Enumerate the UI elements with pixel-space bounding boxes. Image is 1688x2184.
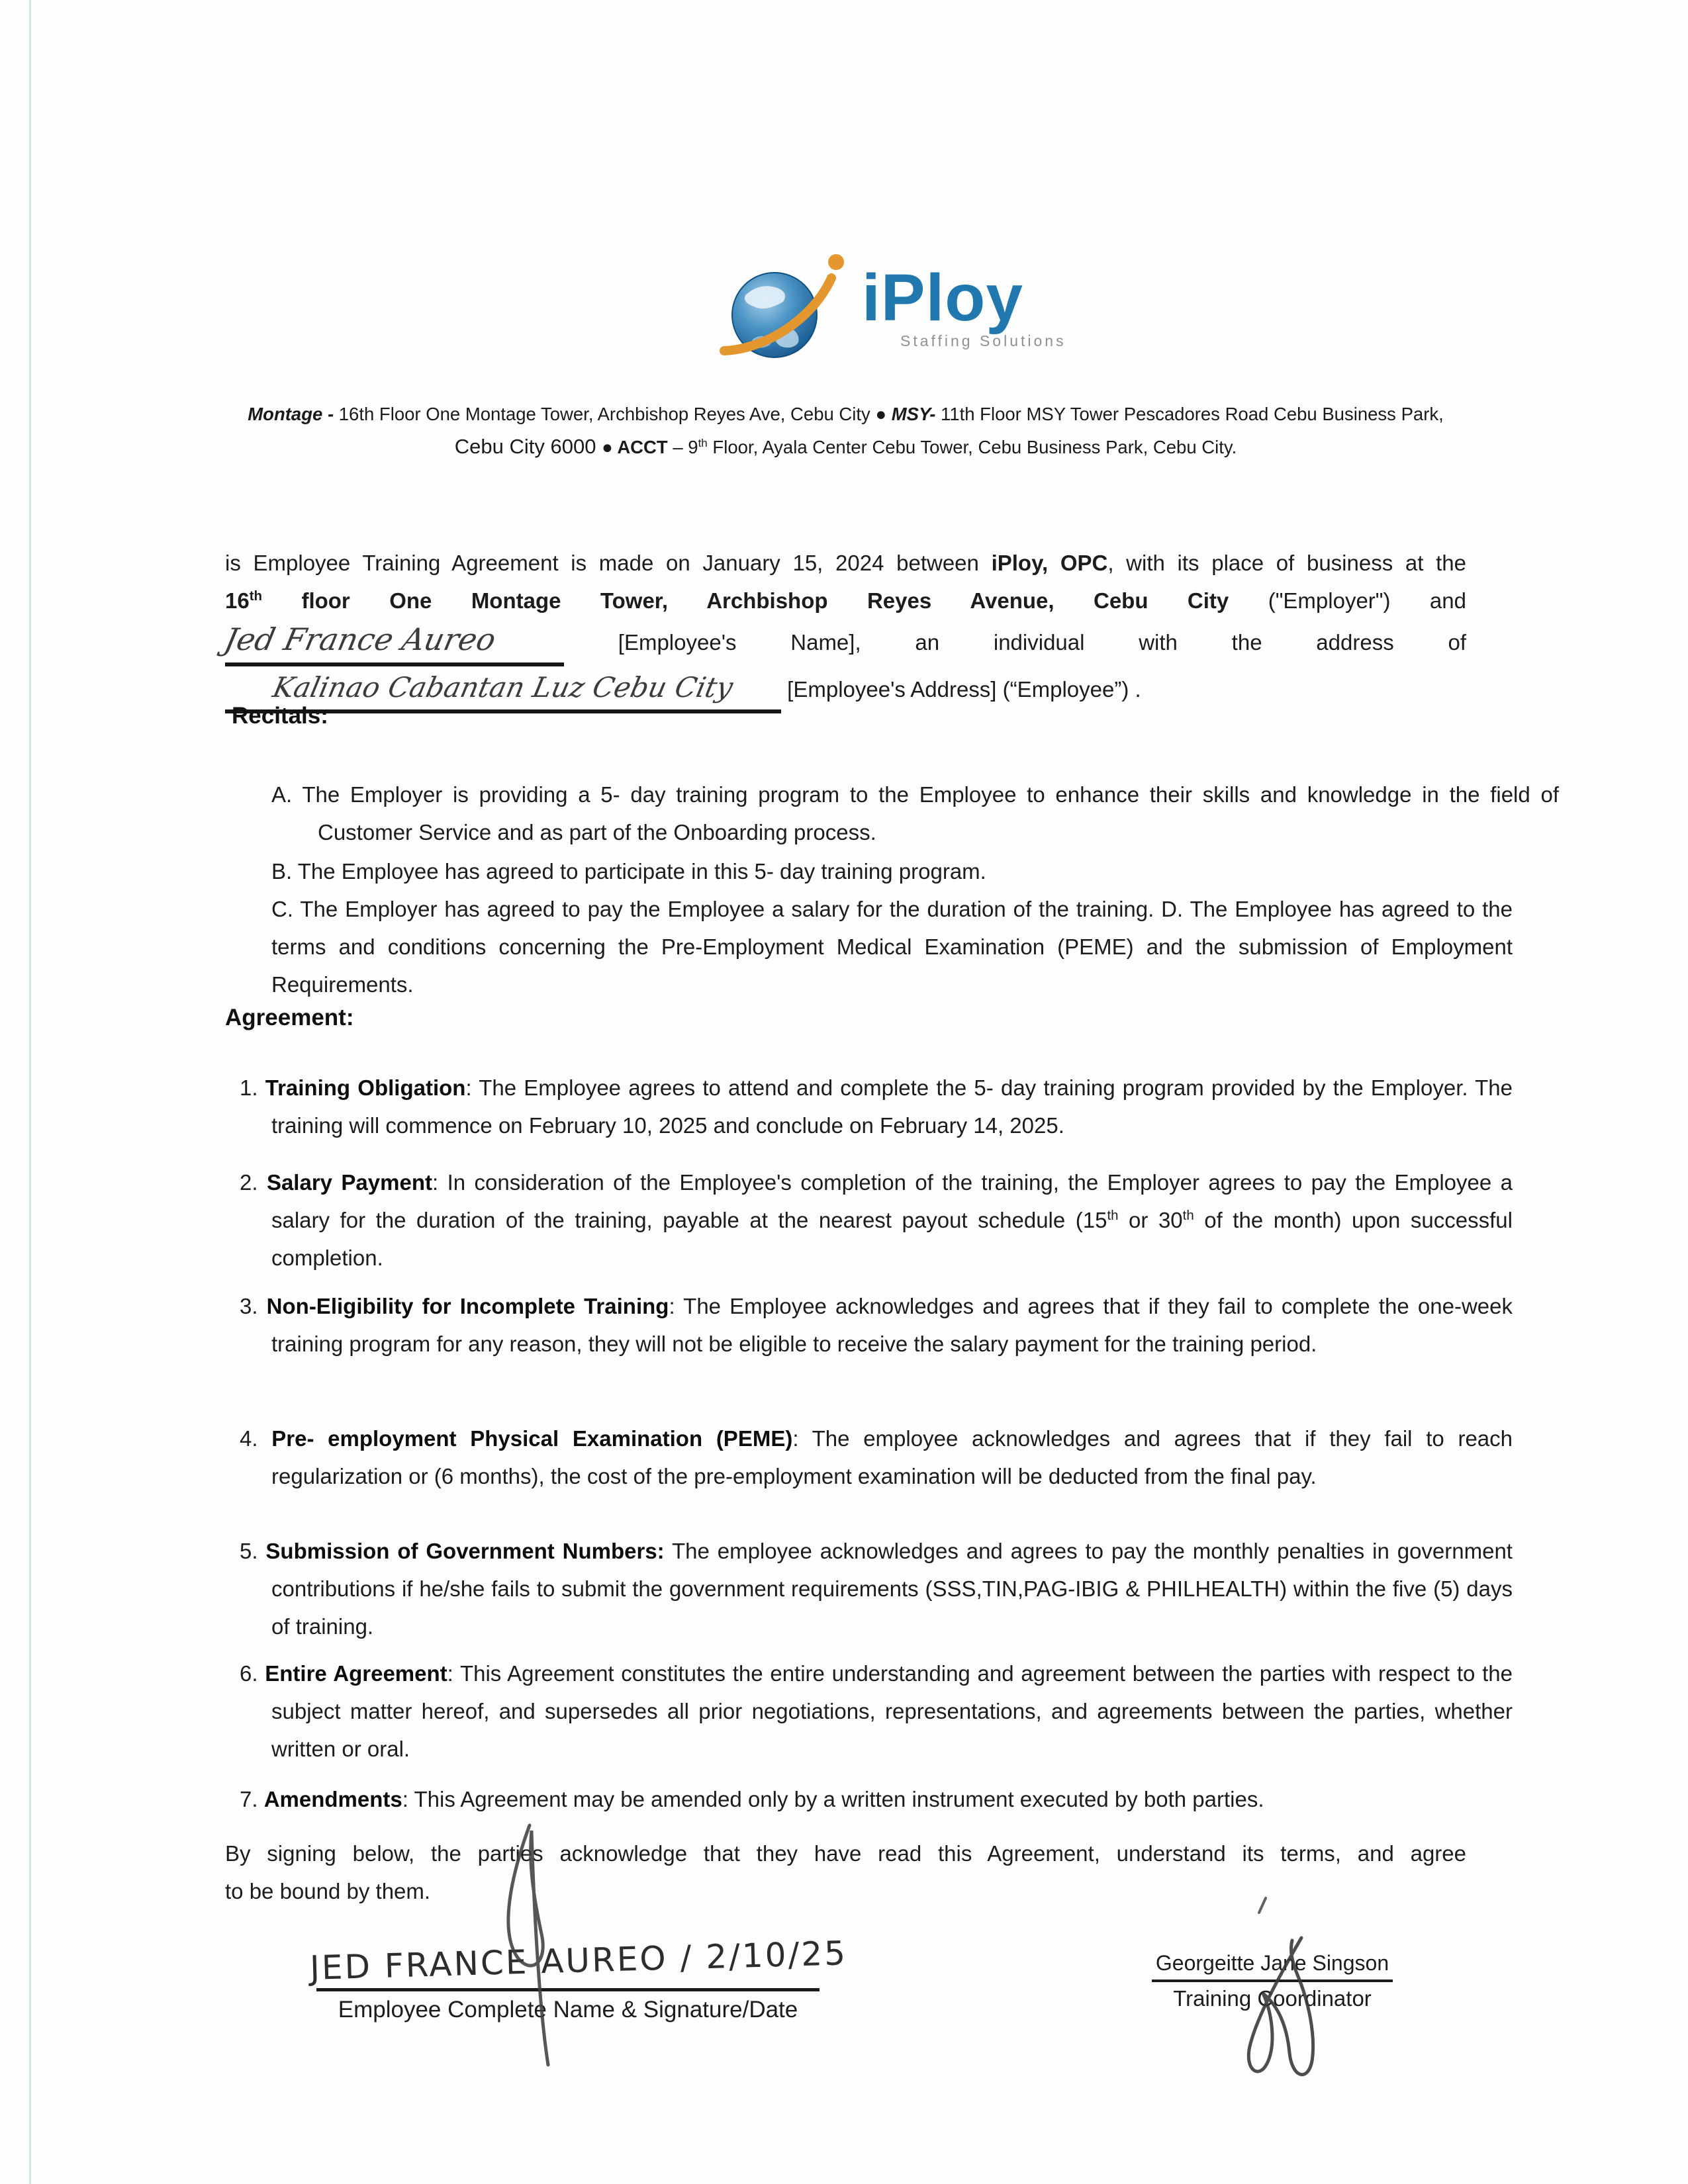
item-text: In consideration of the Employee's completion of the training, the Employer agrees to pay the Employee a salary for the duration of the training, payable at the nearest payout schedule (15 xyxy=(271,1170,1513,1232)
intro-text: [Employee's Name], an individual with the address of xyxy=(618,630,1466,655)
item-number: 5. xyxy=(240,1539,258,1563)
ordinal-superscript: th xyxy=(1107,1208,1119,1223)
item-number: 7. xyxy=(240,1787,258,1811)
item-title: Non-Eligibility for Incomplete Training xyxy=(266,1294,669,1318)
item-separator: : xyxy=(465,1075,479,1100)
address-acct-label: ACCT xyxy=(612,437,668,457)
intro-text: , with its place of business at the xyxy=(1107,551,1466,575)
closing-line-2: to be bound by them. xyxy=(225,1879,431,1903)
employer-name: iPloy, OPC xyxy=(991,551,1108,575)
intro-line-3 xyxy=(221,621,1466,666)
agreement-item-2 xyxy=(225,1163,1513,1277)
agreement-item-6 xyxy=(225,1655,1513,1768)
recital-label: C. xyxy=(271,897,293,921)
agreement-item-7 xyxy=(225,1780,1513,1818)
agreement-item-4 xyxy=(225,1420,1513,1495)
globe-logo-icon xyxy=(714,246,853,375)
item-text: The Employee agrees to attend and complete the 5- day training program provided by the Employer. The training will commence on February 10, 2025 and conclude on February 14, 2025. xyxy=(271,1075,1513,1138)
intro-text: is Employee Training Agreement is made on January 15, 2024 between xyxy=(225,551,992,575)
item-text: This Agreement constitutes the entire understanding and agreement between the parties with respect to the subject matter hereof, and supersedes all prior negotiations, representations, and agreements between the parties, whether written or oral. xyxy=(271,1661,1513,1761)
bullet-separator: ● xyxy=(875,404,887,424)
address-acct-superscript: th xyxy=(698,436,708,449)
handwritten-employee-address: Kalinao Cabantan Luz Cebu City xyxy=(270,671,736,704)
item-title: Entire Agreement xyxy=(265,1661,447,1686)
bullet-separator: ● xyxy=(602,437,613,457)
address-city-large: Cebu City 6000 xyxy=(454,435,602,458)
brand-tagline: Staffing Solutions xyxy=(900,332,1066,349)
item-title: Training Obligation xyxy=(265,1075,466,1100)
recital-text: The Employer has agreed to pay the Employee a salary for the duration of the training. D. The Employee has agreed to the terms and conditions concerning the Pre-Employment Medical Examination (PEME) and the submission of Employment Requirements. xyxy=(271,897,1513,997)
item-number: 1. xyxy=(240,1075,258,1100)
item-separator: : xyxy=(792,1426,812,1451)
employee-signature-block xyxy=(309,1925,848,2023)
item-separator xyxy=(665,1539,672,1563)
recital-text: The Employee has agreed to participate in this 5- day training program. xyxy=(297,859,986,884)
employee-name-blank xyxy=(221,621,564,666)
handwritten-employee-name: Jed France Aureo xyxy=(221,621,499,657)
item-number: 2. xyxy=(240,1170,258,1195)
agreement-item-1 xyxy=(225,1069,1513,1144)
logo-text xyxy=(862,261,1066,350)
intro-line-1 xyxy=(225,544,1466,582)
recital-item-a xyxy=(225,776,1559,851)
intro-text: [Employee's Address] (“Employee”) . xyxy=(787,677,1141,702)
coordinator-title: Training Coordinator xyxy=(1173,1986,1372,2011)
intro-line-2 xyxy=(225,582,1466,619)
item-separator: : xyxy=(402,1787,414,1811)
recital-item-b xyxy=(225,852,1513,890)
address-msy-text: 11th Floor MSY Tower Pescadores Road Cebu Business Park, xyxy=(935,404,1444,424)
signature-name: JED FRANCE AUREO xyxy=(309,1938,669,1987)
employee-signature-caption: Employee Complete Name & Signature/Date xyxy=(338,1997,798,2023)
item-number: 3. xyxy=(240,1294,258,1318)
address-acct-pre: – 9 xyxy=(667,437,698,457)
employer-address: floor One Montage Tower, Archbishop Reyes Avenue, Cebu City xyxy=(262,588,1229,613)
address-msy-label: MSY- xyxy=(886,404,936,424)
item-title: Amendments xyxy=(263,1787,402,1811)
recital-label: A. xyxy=(271,782,293,807)
item-title: Pre- employment Physical Examination (PEME) xyxy=(271,1426,793,1451)
recital-label: B. xyxy=(271,859,293,884)
brand-name: iPloy xyxy=(862,261,1023,335)
recitals-heading: Recitals: xyxy=(232,703,328,729)
intro-line-4 xyxy=(225,670,1466,713)
intro-paragraph xyxy=(221,544,1466,713)
item-text: The employee acknowledges and agrees that if they fail to reach regularization or (6 months), the cost of the pre-employment examination will be deducted from the final pay. xyxy=(271,1426,1513,1488)
floor-ordinal-superscript: th xyxy=(249,588,263,604)
agreement-item-5 xyxy=(225,1532,1513,1645)
item-text: of the month) upon successful completion. xyxy=(271,1208,1513,1270)
item-separator: : xyxy=(669,1294,684,1318)
item-number: 6. xyxy=(240,1661,258,1686)
signature-date: / 2/10/25 xyxy=(679,1934,848,1978)
company-logo xyxy=(714,246,1066,375)
ordinal-superscript: th xyxy=(1182,1208,1194,1223)
item-separator: : xyxy=(447,1661,460,1686)
intro-text: ("Employer") and xyxy=(1229,588,1466,613)
recital-item-c xyxy=(225,890,1513,1003)
agreement-item-3 xyxy=(225,1287,1513,1363)
address-montage-label: Montage - xyxy=(248,404,334,424)
item-text: The Employee acknowledges and agrees that if they fail to complete the one-week training program for any reason, they will not be eligible to receive the salary payment for the training period. xyxy=(271,1294,1513,1356)
item-number: 4. xyxy=(240,1426,258,1451)
item-text: or 30 xyxy=(1118,1208,1183,1232)
office-address-line xyxy=(228,397,1463,463)
item-title: Submission of Government Numbers: xyxy=(265,1539,665,1563)
item-title: Salary Payment xyxy=(266,1170,432,1195)
agreement-heading: Agreement: xyxy=(225,1005,354,1030)
handwritten-employee-signature xyxy=(309,1917,848,2005)
closing-line-1: By signing below, the parties acknowledge that they have read this Agreement, understand its terms, and agree xyxy=(225,1841,1466,1866)
address-acct-text: Floor, Ayala Center Cebu Tower, Cebu Business Park, Cebu City. xyxy=(707,437,1237,457)
closing-paragraph xyxy=(225,1835,1466,1910)
scan-edge-line xyxy=(29,0,31,2184)
address-montage-text: 16th Floor One Montage Tower, Archbishop Reyes Ave, Cebu City xyxy=(334,404,876,424)
floor-number: 16 xyxy=(225,588,250,613)
recital-text: The Employer is providing a 5- day training program to the Employee to enhance their skills and knowledge in the field of Customer Service and as part of the Onboarding process. xyxy=(302,782,1559,844)
coordinator-signature-block xyxy=(1133,1951,1411,2011)
item-text: The employee acknowledges and agrees to pay the monthly penalties in government contributions if he/she fails to submit the government requirements (SSS,TIN,PAG-IBIG & PHILHEALTH) within the five (5) days of training. xyxy=(271,1539,1513,1639)
item-text: This Agreement may be amended only by a written instrument executed by both parties. xyxy=(414,1787,1264,1811)
coordinator-name: Georgeitte Jane Singson xyxy=(1152,1951,1393,1982)
item-separator: : xyxy=(432,1170,447,1195)
